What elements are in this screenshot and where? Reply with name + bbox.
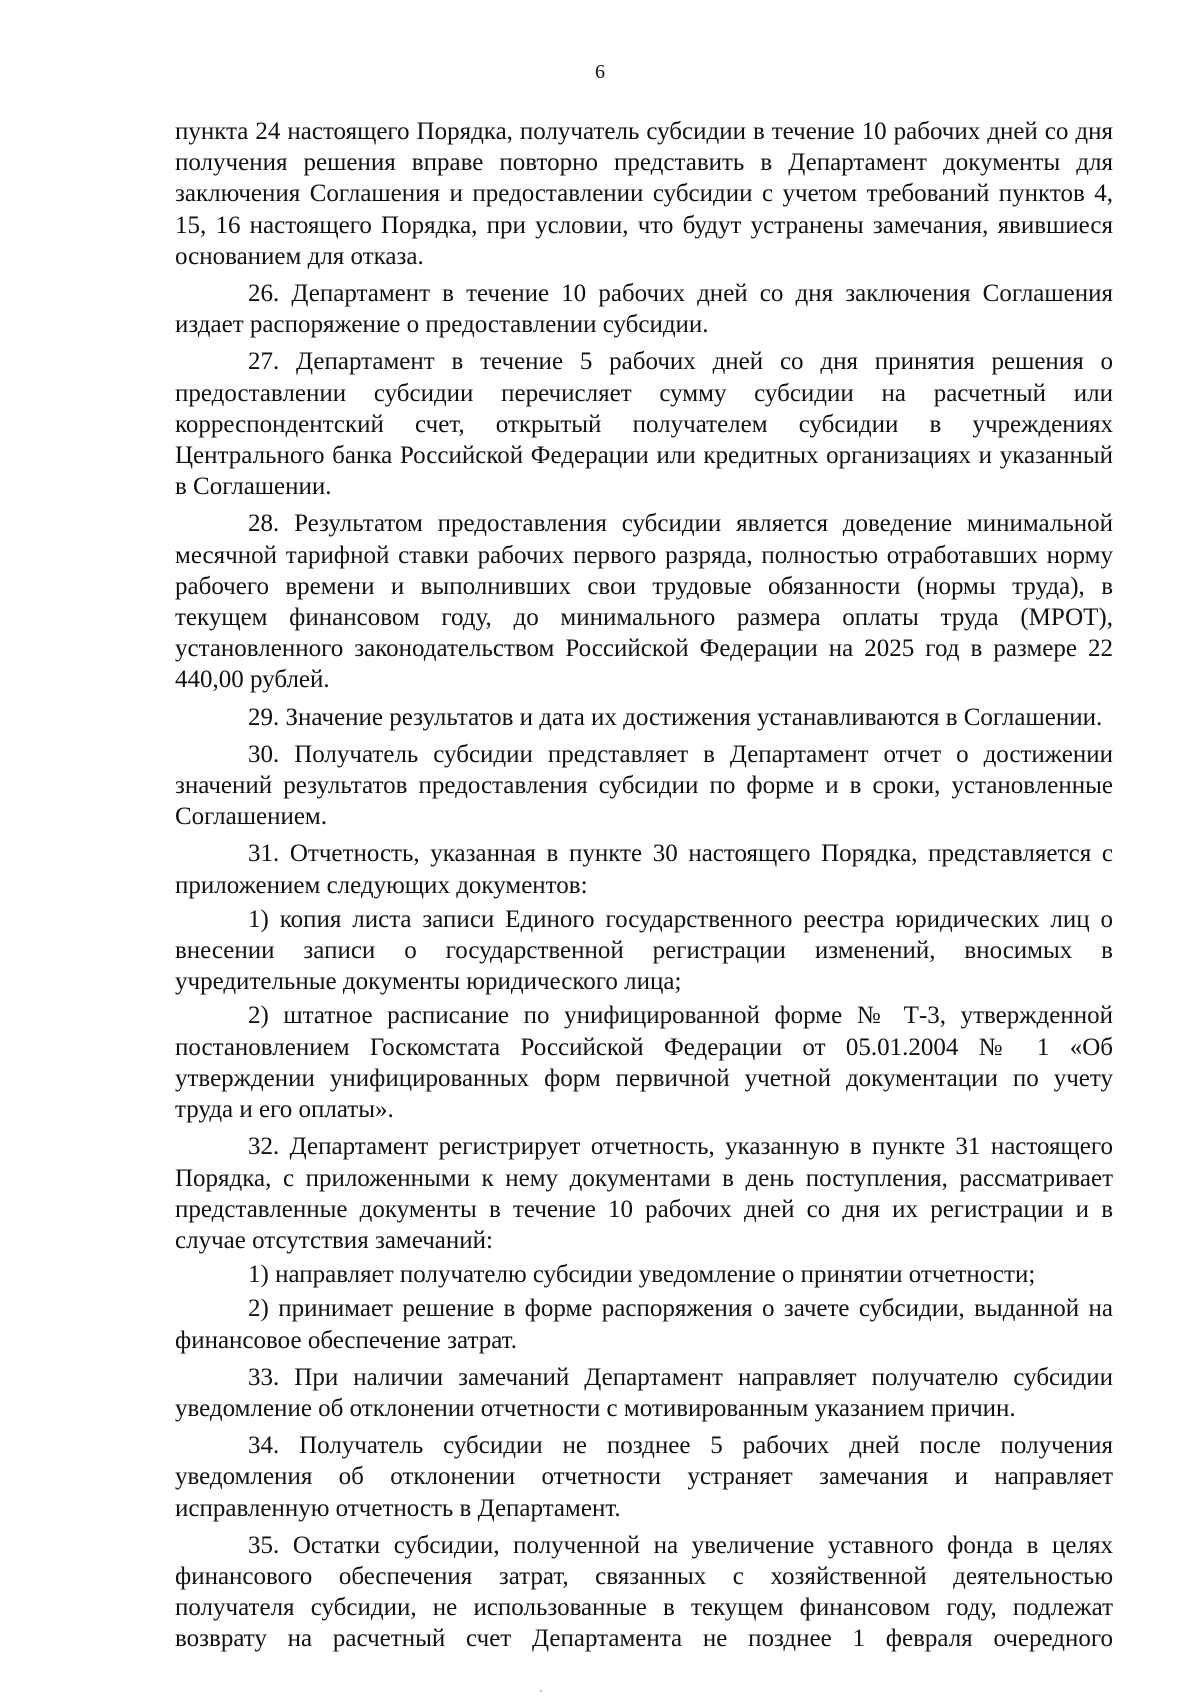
paragraph-32-item-1: 1) направляет получателю субсидии уведомление о принятии отчетности; (248, 1261, 1036, 1289)
paragraph-26: 26. Департамент в течение 10 рабочих дней со дня заключения Соглашения издает распоряжение о предоставлении субсидии. (175, 280, 1113, 339)
paragraph-continuation: пункта 24 настоящего Порядка, получатель субсидии в течение 10 рабочих дней со дня получения решения вправе повторно представить в Департамент документы для заключения Соглашения и предоставлении субсидии с учетом требований пунктов 4, 15, 16 настоящего Порядка, при условии, что будут устранены замечания, явившиеся основанием для отказа. (175, 118, 1113, 270)
paragraph-30: 30. Получатель субсидии представляет в Департамент отчет о достижении значений результатов предоставления субсидии по форме и в сроки, установленные Соглашением. (175, 740, 1113, 831)
paragraph-34: 34. Получатель субсидии не позднее 5 рабочих дней после получения уведомления об отклонении отчетности устраняет замечания и направляет исправленную отчетность в Департамент. (175, 1432, 1113, 1522)
paragraph-32-item-2: 2) принимает решение в форме распоряжения о зачете субсидии, выданной на финансовое обеспечение затрат. (175, 1295, 1113, 1354)
scan-artifact (540, 1690, 542, 1692)
document-body (175, 116, 1113, 1655)
paragraph-28: 28. Результатом предоставления субсидии является доведение минимальной месячной тарифной ставки рабочих первого разряда, полностью отработавших норму рабочего времени и выполнивших свои трудовые обязанности (нормы труда), в текущем финансовом году, до минимального размера оплаты труда (МРОТ), установленного законодательством Российской Федерации на 2025 год в размере 22 440,00 рублей. (175, 510, 1113, 694)
paragraph-32: 32. Департамент регистрирует отчетность, указанную в пункте 31 настоящего Порядка, с приложенными к нему документами в день поступления, рассматривает представленные документы в течение 10 рабочих дней со дня их регистрации и в случае отсутствия замечаний: (175, 1133, 1113, 1254)
paragraph-31-item-2: 2) штатное расписание по унифицированной форме № Т-3, утвержденной постановлением Госкомстата Российской Федерации от 05.01.2004 № 1 «Об утверждении унифицированных форм первичной учетной документации по учету труда и его оплаты». (175, 1002, 1113, 1124)
paragraph-29: 29. Значение результатов и дата их достижения устанавливаются в Соглашении. (248, 703, 1103, 731)
paragraph-33: 33. При наличии замечаний Департамент направляет получателю субсидии уведомление об отклонении отчетности с мотивированным указанием причин. (175, 1363, 1113, 1422)
paragraph-27: 27. Департамент в течение 5 рабочих дней со дня принятия решения о предоставлении субсидии перечисляет сумму субсидии на расчетный или корреспондентский счет, открытый получателем субсидии в учреждениях Центрального банка Российской Федерации или кредитных организациях и указанный в Соглашении. (175, 348, 1113, 501)
page-number: 6 (595, 61, 605, 83)
paragraph-31-item-1: 1) копия листа записи Единого государственного реестра юридических лиц о внесении записи о государственной регистрации изменений, вносимых в учредительные документы юридического лица; (175, 905, 1113, 996)
paragraph-31: 31. Отчетность, указанная в пункте 30 настоящего Порядка, представляется с приложением следующих документов: (175, 840, 1113, 899)
paragraph-35: 35. Остатки субсидии, полученной на увеличение уставного фонда в целях финансового обеспечения затрат, связанных с хозяйственной деятельностью получателя субсидии, не использованные в текущем финансовом году, подлежат возврату на расчетный счет Департамента не позднее 1 февраля очередного (175, 1531, 1113, 1653)
